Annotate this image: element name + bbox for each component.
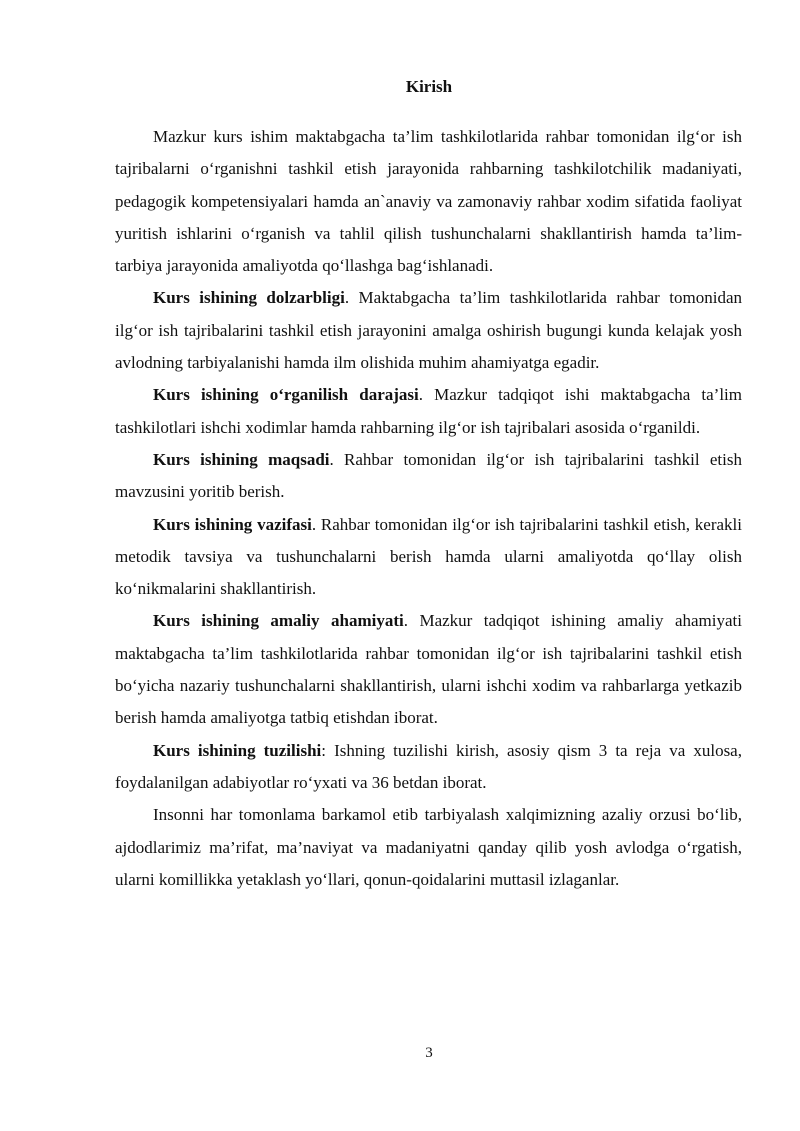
page-number: 3 (425, 1045, 433, 1061)
paragraph-text: . Rahbar tomonidan ilg‘or ish tajribalarini tashkil etish mavzusini yoritib berish. (115, 449, 742, 502)
paragraph-lead: Kurs ishining maqsadi (153, 449, 330, 469)
page-title: Kirish (405, 77, 453, 96)
paragraph-lead: Kurs ishining amaliy ahamiyati (153, 611, 404, 631)
paragraph-practical-value (115, 605, 742, 734)
paragraph-closing (115, 799, 742, 896)
paragraph-lead: Kurs ishining vazifasi (153, 514, 312, 534)
paragraph-intro (115, 121, 742, 282)
paragraph-text: . Mazkur tadqiqot ishi maktabgacha ta’lim tashkilotlari ishchi xodimlar hamda rahbarning ilg‘or ish tajribalari asosida o‘rganildi. (115, 385, 743, 437)
paragraph-study-level (115, 379, 742, 444)
paragraph-purpose (115, 444, 742, 509)
paragraph-text: : Ishning tuzilishi kirish, asosiy qism 3 ta reja va xulosa, foydalanilgan adabiyotlar ro‘yxati va 36 betdan iborat. (115, 740, 742, 792)
paragraph-text: . Rahbar tomonidan ilg‘or ish tajribalarini tashkil etish, kerakli metodik tavsiya va tushunchalarni berish hamda ularni amaliyotda qo‘llay olish ko‘nikmalarini shakllantirish. (115, 514, 742, 599)
paragraph-text: . Maktabgacha ta’lim tashkilotlarida rahbar tomonidan ilg‘or ish tajribalarini tashkil etish jarayonini amalga oshirish bugungi kunda kelajak yosh avlodning tarbiyalanishi hamda ilm olishida muhim ahamiyatga egadir. (115, 288, 742, 373)
paragraph-lead: Kurs ishining o‘rganilish darajasi (153, 385, 419, 405)
document-body (115, 121, 742, 896)
paragraph-lead: Kurs ishining tuzilishi (153, 740, 322, 760)
paragraph-relevance (115, 282, 742, 379)
paragraph-text: . Mazkur tadqiqot ishining amaliy ahamiyati maktabgacha ta’lim tashkilotlarida rahbar tomonidan ilg‘or ish tajribalarini tashkil etish bo‘yicha nazariy tushunchalarni shakllantirish, ularni ishchi xodim va rahbarlarga yetkazib berish hamda amaliyotga tatbiq etishdan iborat. (115, 611, 742, 728)
paragraph-tasks (115, 509, 742, 606)
paragraph-text: Mazkur kurs ishim maktabgacha ta’lim tashkilotlarida rahbar tomonidan ilg‘or ish tajribalarni o‘rganishni tashkil etish jarayonida rahbarning tashkilotchilik madaniyati, pedagogik kompetensiyalari hamda an`anaviy va zamonaviy rahbar xodim sifatida faoliyat yuritish ishlarini o‘rganish va tahlil qilish tushunchalarni shakllantirish hamda ta’lim-tarbiya jarayonida amaliyotda qo‘llashga bag‘ishlanadi. (115, 127, 742, 276)
paragraph-structure (115, 735, 742, 800)
paragraph-lead: Kurs ishining dolzarbligi (153, 288, 345, 308)
paragraph-text: Insonni har tomonlama barkamol etib tarbiyalash xalqimizning azaliy orzusi bo‘lib, ajdodlarimiz ma’rifat, ma’naviyat va madaniyatni qanday qilib yosh avlodga o‘rgatish, ularni komillikka yetaklash yo‘llari, qonun-qoidalarini muttasil izlaganlar. (115, 805, 742, 889)
